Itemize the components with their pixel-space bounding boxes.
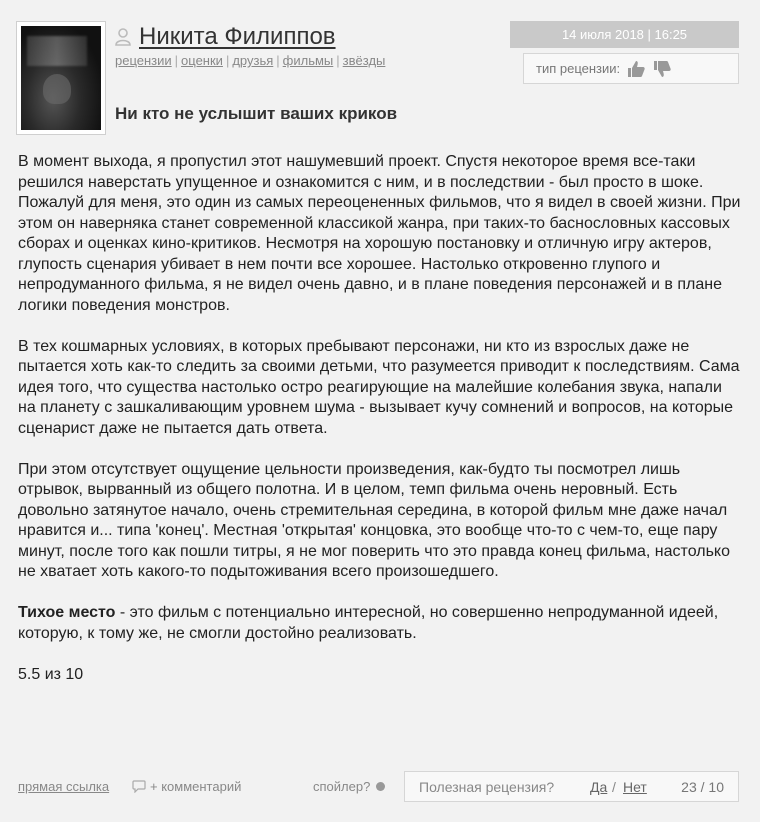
user-name-link[interactable]: Никита Филиппов — [139, 23, 336, 50]
review-body — [18, 152, 743, 706]
user-link-stars[interactable]: звёзды — [342, 53, 386, 68]
spoiler-toggle[interactable] — [313, 779, 385, 794]
user-avatar[interactable] — [16, 21, 106, 135]
permalink[interactable]: прямая ссылка — [18, 779, 110, 794]
review-footer — [0, 770, 760, 804]
user-link-films[interactable]: фильмы — [282, 53, 334, 68]
vote-count: 23 / 10 — [681, 779, 724, 795]
spoiler-label: спойлер? — [313, 779, 371, 794]
review-paragraph: При этом отсутствует ощущение цельности произведения, как-будто ты посмотрел лишь отрывок, вырванный из общего полотна. И в целом, темп фильма очень неровный. Есть довольно затянутое начало, очень стремительная середина, в которой фильм мне даже начал нравится и... типа 'конец'. Местная 'открытая' концовка, это вообще что-то с чем-то, еще пару минут, после того как пошли титры, я не мог поверить что это правда конец фильма, настолько не хватает хоть какого-то подытоживания всего произошедшего. — [18, 460, 730, 580]
user-link-ratings[interactable]: оценки — [181, 53, 223, 68]
link-separator: | — [336, 53, 340, 68]
link-separator: | — [174, 53, 179, 68]
thumbs-up-icon[interactable] — [626, 59, 646, 79]
avatar-image — [21, 26, 101, 130]
review-conclusion — [18, 603, 743, 644]
vote-separator: / — [612, 779, 616, 795]
review-title: Ни кто не услышит ваших криков — [115, 104, 398, 123]
thumbs-down-icon[interactable] — [652, 59, 672, 79]
conclusion-text: - это фильм с потенциально интересной, но совершенно непродуманной идеей, которую, к тому же, не смогли достойно реализовать. — [18, 604, 719, 642]
review-type-label: тип рецензии: — [536, 61, 621, 76]
film-title: Тихое место — [18, 604, 116, 621]
review-paragraph: В момент выхода, я пропустил этот нашумевший проект. Спустя некоторое время все-таки решился наверстать упущенное и ознакомится с ним, и в последствии - был просто в шоке. Пожалуй для меня, это один из самых переоцененных фильмов, что я видел в своей жизни. При этом он наверняка станет современной классикой жанра, при таких-то баснословных кассовых сборах и оценках кино-критиков. Несмотря на хорошую постановку и отличную игру актеров, глупость сценария убивает в нем почти все хорошее. Настолько откровенно глупого и непродуманного фильма, я не видел очень давно, и в плане поведения персонажей и в плане логики поведения монстров. — [18, 153, 741, 314]
user-link-reviews[interactable]: рецензии — [115, 53, 172, 68]
comment-icon — [132, 780, 146, 793]
add-comment-link[interactable]: + комментарий — [150, 779, 242, 794]
link-separator: | — [276, 53, 280, 68]
user-link-friends[interactable]: друзья — [232, 53, 274, 68]
user-links — [115, 53, 385, 68]
review-score: 5.5 из 10 — [18, 665, 84, 683]
spoiler-dot-icon — [376, 782, 385, 791]
vote-yes-link[interactable]: Да — [590, 779, 608, 795]
user-icon — [115, 28, 131, 46]
vote-no-link[interactable]: Нет — [623, 779, 647, 795]
useful-question: Полезная рецензия? — [419, 779, 555, 795]
review-date: 14 июля 2018 | 16:25 — [510, 21, 739, 48]
review-type-box — [523, 53, 739, 84]
useful-vote-box — [404, 771, 739, 802]
review-paragraph: В тех кошмарных условиях, в которых пребывают персонажи, ни кто из взрослых даже не пытается хоть как-то следить за своими детьми, что разумеется приводит к последствиям. Сама идея того, что существа настолько остро реагирующие на малейшие колебания звука, напали на планету с зашкаливающим уровнем шума - вызывает кучу сомнений и вопросов, на которые сценарист даже не пытается дать ответа. — [18, 337, 740, 437]
link-separator: | — [225, 53, 230, 68]
